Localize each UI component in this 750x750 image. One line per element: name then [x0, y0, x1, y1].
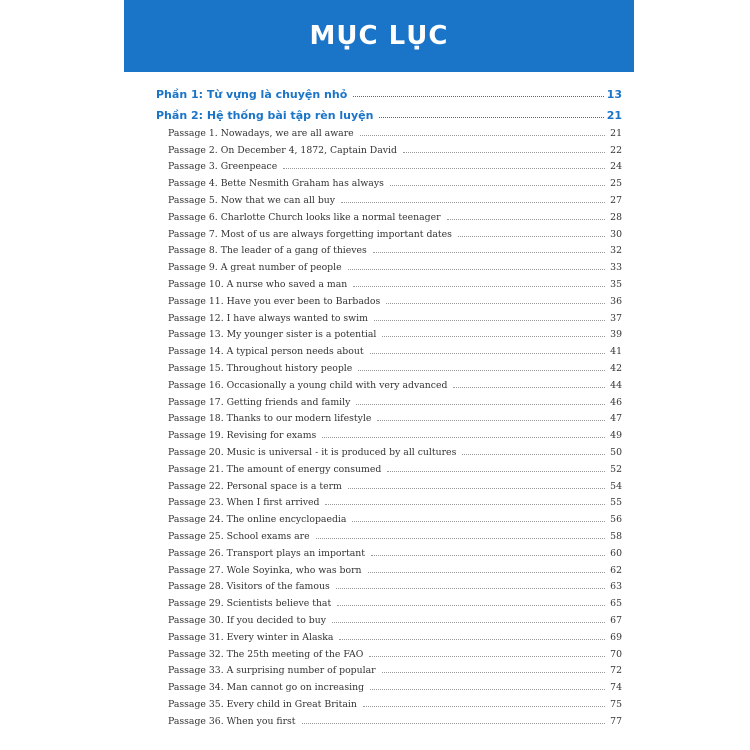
entry-label: Passage 34. Man cannot go on increasing [168, 682, 365, 694]
toc-entry [156, 273, 622, 290]
toc-entry [156, 660, 622, 677]
entry-label: Passage 11. Have you ever been to Barbados [168, 295, 381, 307]
dot-leader [377, 420, 605, 421]
entry-page-number: 54 [610, 480, 622, 492]
dot-leader [341, 202, 605, 203]
entry-page-number: 63 [610, 581, 622, 593]
dot-leader [368, 572, 605, 573]
entry-label: Passage 9. A great number of people [168, 262, 342, 274]
toc-entry [156, 676, 622, 693]
part-page-number: 21 [606, 109, 622, 122]
entry-page-number: 27 [610, 194, 622, 206]
entry-page-number: 62 [610, 564, 622, 576]
entry-label: Passage 27. Wole Soyinka, who was born [168, 564, 362, 576]
entry-page-number: 49 [610, 430, 622, 442]
entry-label: Passage 23. When I first arrived [168, 497, 320, 509]
dot-leader [348, 488, 605, 489]
toc-entry [156, 122, 622, 139]
entry-page-number: 25 [610, 178, 622, 190]
toc-part-2 [156, 101, 622, 122]
entry-page-number: 75 [610, 698, 622, 710]
dot-leader [382, 336, 605, 337]
entry-label: Passage 3. Greenpeace [168, 161, 278, 173]
entry-label: Passage 36. When you first [168, 715, 296, 727]
dot-leader [387, 471, 605, 472]
entry-page-number: 72 [610, 665, 622, 677]
toc-part-1 [156, 80, 622, 101]
toc-entry [156, 391, 622, 408]
entry-page-number: 33 [610, 262, 622, 274]
dot-leader [283, 168, 605, 169]
toc-entry [156, 290, 622, 307]
entry-page-number: 60 [610, 547, 622, 559]
entry-label: Passage 31. Every winter in Alaska [168, 631, 334, 643]
entry-label: Passage 5. Now that we can all buy [168, 194, 336, 206]
toc-entry [156, 139, 622, 156]
toc-entry [156, 357, 622, 374]
toc-entry [156, 492, 622, 509]
entry-page-number: 46 [610, 396, 622, 408]
toc-entry [156, 609, 622, 626]
entry-page-number: 24 [610, 161, 622, 173]
dot-leader [322, 437, 605, 438]
entry-page-number: 47 [610, 413, 622, 425]
toc-entry [156, 424, 622, 441]
part-label: Phần 2: Hệ thống bài tập rèn luyện [156, 109, 374, 122]
dot-leader [360, 135, 605, 136]
passage-list [156, 122, 622, 727]
entry-page-number: 77 [610, 715, 622, 727]
entry-page-number: 30 [610, 228, 622, 240]
entry-page-number: 28 [610, 211, 622, 223]
dot-leader [370, 353, 605, 354]
dot-leader [332, 622, 605, 623]
entry-label: Passage 22. Personal space is a term [168, 480, 342, 492]
entry-label: Passage 21. The amount of energy consumed [168, 463, 382, 475]
entry-page-number: 21 [610, 127, 622, 139]
entry-page-number: 39 [610, 329, 622, 341]
toc-entry [156, 206, 622, 223]
entry-page-number: 36 [610, 295, 622, 307]
entry-page-number: 37 [610, 312, 622, 324]
entry-label: Passage 14. A typical person needs about [168, 346, 364, 358]
entry-label: Passage 18. Thanks to our modern lifestyle [168, 413, 372, 425]
toc-entry [156, 324, 622, 341]
entry-page-number: 35 [610, 278, 622, 290]
toc-entry [156, 542, 622, 559]
table-of-contents [156, 80, 622, 727]
part-label: Phần 1: Từ vựng là chuyện nhỏ [156, 88, 348, 101]
entry-label: Passage 32. The 25th meeting of the FAO [168, 648, 364, 660]
entry-page-number: 42 [610, 362, 622, 374]
dot-leader [316, 538, 605, 539]
entry-label: Passage 33. A surprising number of popular [168, 665, 376, 677]
part-page-number: 13 [606, 88, 622, 101]
toc-entry [156, 240, 622, 257]
toc-entry [156, 643, 622, 660]
dot-leader [447, 219, 605, 220]
entry-label: Passage 35. Every child in Great Britain [168, 698, 357, 710]
entry-label: Passage 2. On December 4, 1872, Captain David [168, 144, 397, 156]
dot-leader [371, 555, 605, 556]
dot-leader [458, 236, 605, 237]
entry-label: Passage 28. Visitors of the famous [168, 581, 330, 593]
toc-entry [156, 172, 622, 189]
dot-leader [353, 96, 603, 97]
header-banner [124, 0, 634, 72]
entry-label: Passage 4. Bette Nesmith Graham has always [168, 178, 384, 190]
entry-page-number: 65 [610, 598, 622, 610]
dot-leader [325, 504, 605, 505]
entry-page-number: 67 [610, 614, 622, 626]
entry-label: Passage 25. School exams are [168, 530, 310, 542]
toc-entry [156, 340, 622, 357]
entry-label: Passage 17. Getting friends and family [168, 396, 351, 408]
entry-label: Passage 8. The leader of a gang of thieves [168, 245, 367, 257]
dot-leader [348, 269, 605, 270]
entry-label: Passage 30. If you decided to buy [168, 614, 326, 626]
dot-leader [337, 605, 605, 606]
toc-entry [156, 156, 622, 173]
entry-label: Passage 24. The online encyclopaedia [168, 514, 347, 526]
entry-label: Passage 6. Charlotte Church looks like a normal teenager [168, 211, 441, 223]
toc-entry [156, 559, 622, 576]
dot-leader [358, 370, 605, 371]
dot-leader [386, 303, 605, 304]
entry-page-number: 44 [610, 379, 622, 391]
entry-label: Passage 26. Transport plays an important [168, 547, 365, 559]
dot-leader [390, 185, 605, 186]
dot-leader [302, 723, 605, 724]
dot-leader [462, 454, 605, 455]
toc-entry [156, 441, 622, 458]
dot-leader [379, 117, 603, 118]
toc-entry [156, 626, 622, 643]
entry-label: Passage 19. Revising for exams [168, 430, 317, 442]
toc-entry [156, 592, 622, 609]
dot-leader [382, 672, 605, 673]
entry-page-number: 58 [610, 530, 622, 542]
entry-label: Passage 10. A nurse who saved a man [168, 278, 348, 290]
dot-leader [374, 320, 605, 321]
dot-leader [339, 639, 605, 640]
dot-leader [353, 286, 605, 287]
entry-label: Passage 15. Throughout history people [168, 362, 353, 374]
dot-leader [363, 706, 605, 707]
toc-entry [156, 223, 622, 240]
dot-leader [453, 387, 605, 388]
toc-entry [156, 710, 622, 727]
dot-leader [370, 689, 605, 690]
entry-label: Passage 12. I have always wanted to swim [168, 312, 368, 324]
entry-page-number: 74 [610, 682, 622, 694]
dot-leader [369, 656, 605, 657]
toc-entry [156, 693, 622, 710]
dot-leader [336, 588, 605, 589]
toc-entry [156, 458, 622, 475]
entry-label: Passage 16. Occasionally a young child with very advanced [168, 379, 448, 391]
toc-entry [156, 256, 622, 273]
entry-label: Passage 13. My younger sister is a potential [168, 329, 377, 341]
toc-entry [156, 374, 622, 391]
entry-label: Passage 7. Most of us are always forgetting important dates [168, 228, 452, 240]
entry-page-number: 41 [610, 346, 622, 358]
toc-entry [156, 189, 622, 206]
entry-page-number: 69 [610, 631, 622, 643]
toc-entry [156, 508, 622, 525]
entry-page-number: 22 [610, 144, 622, 156]
toc-entry [156, 525, 622, 542]
page-title: MỤC LỤC [309, 21, 449, 51]
entry-page-number: 52 [610, 463, 622, 475]
entry-page-number: 50 [610, 446, 622, 458]
book-page [124, 0, 634, 750]
dot-leader [356, 404, 605, 405]
toc-entry [156, 408, 622, 425]
entry-page-number: 56 [610, 514, 622, 526]
dot-leader [403, 152, 605, 153]
entry-label: Passage 1. Nowadays, we are all aware [168, 127, 354, 139]
entry-page-number: 70 [610, 648, 622, 660]
entry-page-number: 55 [610, 497, 622, 509]
toc-entry [156, 307, 622, 324]
dot-leader [352, 521, 605, 522]
dot-leader [373, 252, 605, 253]
entry-page-number: 32 [610, 245, 622, 257]
toc-entry [156, 475, 622, 492]
entry-label: Passage 29. Scientists believe that [168, 598, 332, 610]
toc-entry [156, 576, 622, 593]
entry-label: Passage 20. Music is universal - it is produced by all cultures [168, 446, 457, 458]
